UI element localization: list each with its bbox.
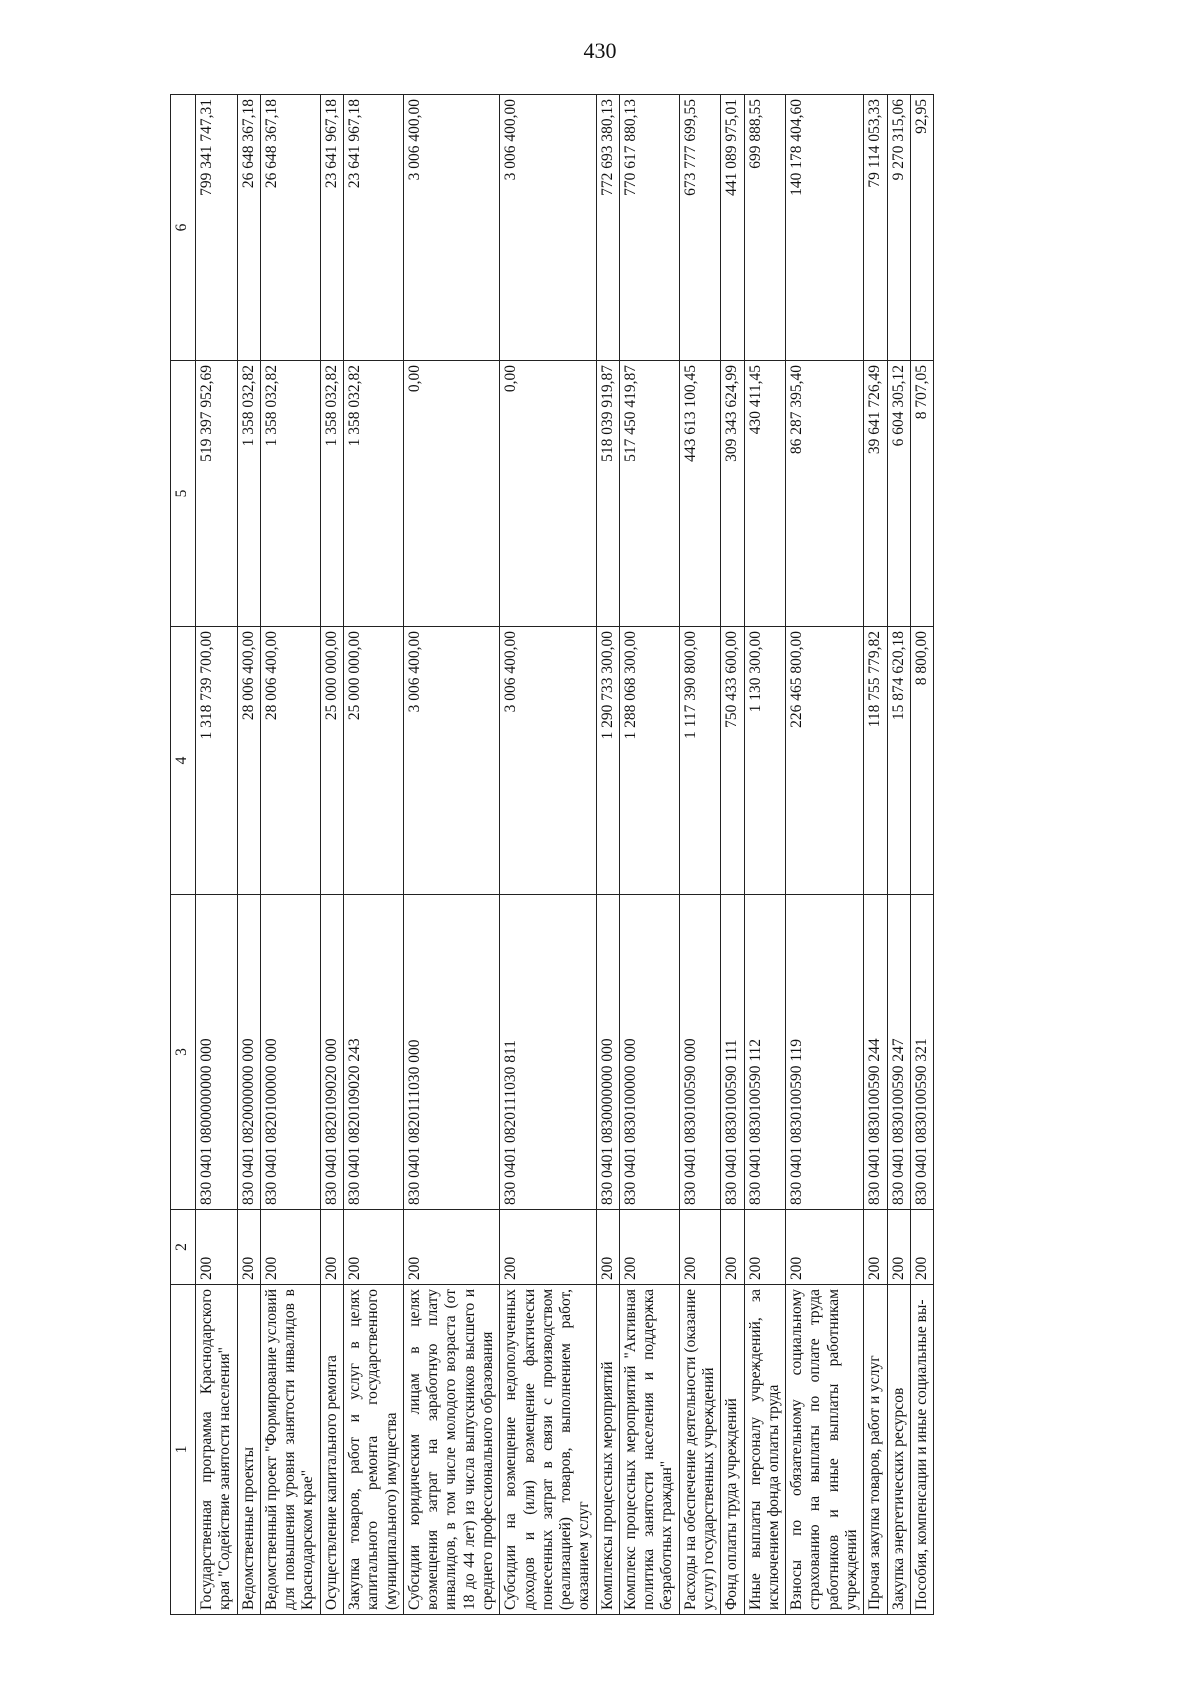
row-approved-cell: 1 130 300,00 <box>744 627 786 895</box>
row-name-cell: Фонд оплаты труда учреждений <box>721 1285 744 1615</box>
row-remaining-cell: 799 341 747,31 <box>196 95 238 361</box>
row-code-cell: 200 <box>721 1210 744 1285</box>
row-name-cell: Расходы на обеспечение деятельности (оказание услуг) государственных учреждений <box>679 1285 721 1615</box>
budget-execution-table <box>170 94 934 1615</box>
column-header-3: 3 <box>171 895 196 1210</box>
row-name-cell: Иные выплаты персоналу учреждений, за исключением фонда оплаты труда <box>744 1285 786 1615</box>
table-row <box>721 95 744 1615</box>
row-name-cell: Ведомственный проект "Формирование условий для повышения уровня занятости инвалидов в Краснодарском крае" <box>260 1285 320 1615</box>
table-row <box>237 95 260 1615</box>
column-header-6: 6 <box>171 95 196 361</box>
row-kbk-cell: 830 0401 0820111030 000 <box>403 895 499 1210</box>
rotated-table-container <box>170 95 1130 1615</box>
row-kbk-cell: 830 0401 0830100590 321 <box>910 895 933 1210</box>
row-name-cell: Прочая закупка товаров, работ и услуг <box>864 1285 887 1615</box>
column-header-4: 4 <box>171 627 196 895</box>
row-remaining-cell: 772 693 380,13 <box>596 95 619 361</box>
header-row <box>171 95 196 1615</box>
row-kbk-cell: 830 0401 0830000000 000 <box>596 895 619 1210</box>
table-row <box>864 95 887 1615</box>
row-name-cell: Субсидии на возмещение недополученных доходов и (или) возмещение фактически понесенных затрат в связи с производством (реализацией) товаров, выполнением работ, оказанием услуг <box>500 1285 596 1615</box>
row-executed-cell: 39 641 726,49 <box>864 361 887 627</box>
row-code-cell: 200 <box>679 1210 721 1285</box>
row-code-cell: 200 <box>744 1210 786 1285</box>
table-body <box>196 95 934 1615</box>
row-approved-cell: 25 000 000,00 <box>320 627 343 895</box>
table-row <box>887 95 910 1615</box>
row-executed-cell: 309 343 624,99 <box>721 361 744 627</box>
row-code-cell: 200 <box>237 1210 260 1285</box>
row-name-cell: Закупка энергетических ресурсов <box>887 1285 910 1615</box>
row-code-cell: 200 <box>786 1210 864 1285</box>
column-header-5: 5 <box>171 361 196 627</box>
row-approved-cell: 3 006 400,00 <box>403 627 499 895</box>
row-kbk-cell: 830 0401 0820109020 243 <box>343 895 403 1210</box>
table-row <box>196 95 238 1615</box>
row-executed-cell: 1 358 032,82 <box>237 361 260 627</box>
row-approved-cell: 15 874 620,18 <box>887 627 910 895</box>
table-row <box>260 95 320 1615</box>
column-header-2: 2 <box>171 1210 196 1285</box>
row-executed-cell: 517 450 419,87 <box>619 361 679 627</box>
table-row <box>619 95 679 1615</box>
row-kbk-cell: 830 0401 0830100590 112 <box>744 895 786 1210</box>
row-executed-cell: 0,00 <box>500 361 596 627</box>
row-kbk-cell: 830 0401 0830100590 000 <box>679 895 721 1210</box>
row-approved-cell: 28 006 400,00 <box>237 627 260 895</box>
row-executed-cell: 430 411,45 <box>744 361 786 627</box>
row-code-cell: 200 <box>403 1210 499 1285</box>
table-row <box>596 95 619 1615</box>
row-code-cell: 200 <box>320 1210 343 1285</box>
row-name-cell: Закупка товаров, работ и услуг в целях капитального ремонта государственного (муниципального) имущества <box>343 1285 403 1615</box>
row-approved-cell: 1 290 733 300,00 <box>596 627 619 895</box>
row-remaining-cell: 92,95 <box>910 95 933 361</box>
row-code-cell: 200 <box>500 1210 596 1285</box>
row-approved-cell: 28 006 400,00 <box>260 627 320 895</box>
row-kbk-cell: 830 0401 0830100590 244 <box>864 895 887 1210</box>
row-remaining-cell: 3 006 400,00 <box>403 95 499 361</box>
row-approved-cell: 1 117 390 800,00 <box>679 627 721 895</box>
row-name-cell: Государственная программа Краснодарского края "Содействие занятости населения" <box>196 1285 238 1615</box>
row-executed-cell: 519 397 952,69 <box>196 361 238 627</box>
row-name-cell: Пособия, компенсации и иные социальные вы- <box>910 1285 933 1615</box>
table-row <box>320 95 343 1615</box>
row-executed-cell: 1 358 032,82 <box>260 361 320 627</box>
row-remaining-cell: 23 641 967,18 <box>320 95 343 361</box>
row-remaining-cell: 441 089 975,01 <box>721 95 744 361</box>
row-kbk-cell: 830 0401 0820100000 000 <box>260 895 320 1210</box>
row-remaining-cell: 673 777 699,55 <box>679 95 721 361</box>
row-name-cell: Комплексы процессных мероприятий <box>596 1285 619 1615</box>
row-code-cell: 200 <box>619 1210 679 1285</box>
row-kbk-cell: 830 0401 0820111030 811 <box>500 895 596 1210</box>
row-kbk-cell: 830 0401 0820000000 000 <box>237 895 260 1210</box>
table-row <box>500 95 596 1615</box>
row-approved-cell: 226 465 800,00 <box>786 627 864 895</box>
page-number: 430 <box>583 38 617 63</box>
table-row <box>679 95 721 1615</box>
row-name-cell: Осуществление капитального ремонта <box>320 1285 343 1615</box>
row-kbk-cell: 830 0401 0830100000 000 <box>619 895 679 1210</box>
row-kbk-cell: 830 0401 0800000000 000 <box>196 895 238 1210</box>
row-approved-cell: 8 800,00 <box>910 627 933 895</box>
row-kbk-cell: 830 0401 0820109020 000 <box>320 895 343 1210</box>
row-kbk-cell: 830 0401 0830100590 111 <box>721 895 744 1210</box>
row-code-cell: 200 <box>910 1210 933 1285</box>
table-row <box>910 95 933 1615</box>
row-remaining-cell: 26 648 367,18 <box>237 95 260 361</box>
row-approved-cell: 750 433 600,00 <box>721 627 744 895</box>
row-approved-cell: 1 288 068 300,00 <box>619 627 679 895</box>
row-executed-cell: 8 707,05 <box>910 361 933 627</box>
row-executed-cell: 518 039 919,87 <box>596 361 619 627</box>
table-row <box>343 95 403 1615</box>
row-remaining-cell: 26 648 367,18 <box>260 95 320 361</box>
row-remaining-cell: 3 006 400,00 <box>500 95 596 361</box>
row-executed-cell: 0,00 <box>403 361 499 627</box>
table-row <box>786 95 864 1615</box>
row-remaining-cell: 79 114 053,33 <box>864 95 887 361</box>
row-approved-cell: 3 006 400,00 <box>500 627 596 895</box>
row-executed-cell: 86 287 395,40 <box>786 361 864 627</box>
row-executed-cell: 443 613 100,45 <box>679 361 721 627</box>
row-executed-cell: 1 358 032,82 <box>320 361 343 627</box>
row-kbk-cell: 830 0401 0830100590 119 <box>786 895 864 1210</box>
row-name-cell: Ведомственные проекты <box>237 1285 260 1615</box>
row-code-cell: 200 <box>887 1210 910 1285</box>
row-code-cell: 200 <box>343 1210 403 1285</box>
row-remaining-cell: 699 888,55 <box>744 95 786 361</box>
row-remaining-cell: 9 270 315,06 <box>887 95 910 361</box>
table-row <box>403 95 499 1615</box>
row-executed-cell: 6 604 305,12 <box>887 361 910 627</box>
row-remaining-cell: 23 641 967,18 <box>343 95 403 361</box>
row-code-cell: 200 <box>260 1210 320 1285</box>
row-remaining-cell: 770 617 880,13 <box>619 95 679 361</box>
row-approved-cell: 1 318 739 700,00 <box>196 627 238 895</box>
row-code-cell: 200 <box>196 1210 238 1285</box>
table-row <box>744 95 786 1615</box>
row-remaining-cell: 140 178 404,60 <box>786 95 864 361</box>
column-header-1: 1 <box>171 1285 196 1615</box>
row-approved-cell: 118 755 779,82 <box>864 627 887 895</box>
row-name-cell: Комплекс процессных мероприятий "Активная политика занятости населения и поддержка безработных граждан" <box>619 1285 679 1615</box>
row-code-cell: 200 <box>864 1210 887 1285</box>
row-kbk-cell: 830 0401 0830100590 247 <box>887 895 910 1210</box>
row-approved-cell: 25 000 000,00 <box>343 627 403 895</box>
row-name-cell: Субсидии юридическим лицам в целях возмещения затрат на заработную плату инвалидов, в том числе молодого возраста (от 18 до 44 лет) из числа выпускников высшего и среднего профессионального образования <box>403 1285 499 1615</box>
row-code-cell: 200 <box>596 1210 619 1285</box>
row-name-cell: Взносы по обязательному социальному страхованию на выплаты по оплате труда работников и иные выплаты работникам учреждений <box>786 1285 864 1615</box>
row-executed-cell: 1 358 032,82 <box>343 361 403 627</box>
